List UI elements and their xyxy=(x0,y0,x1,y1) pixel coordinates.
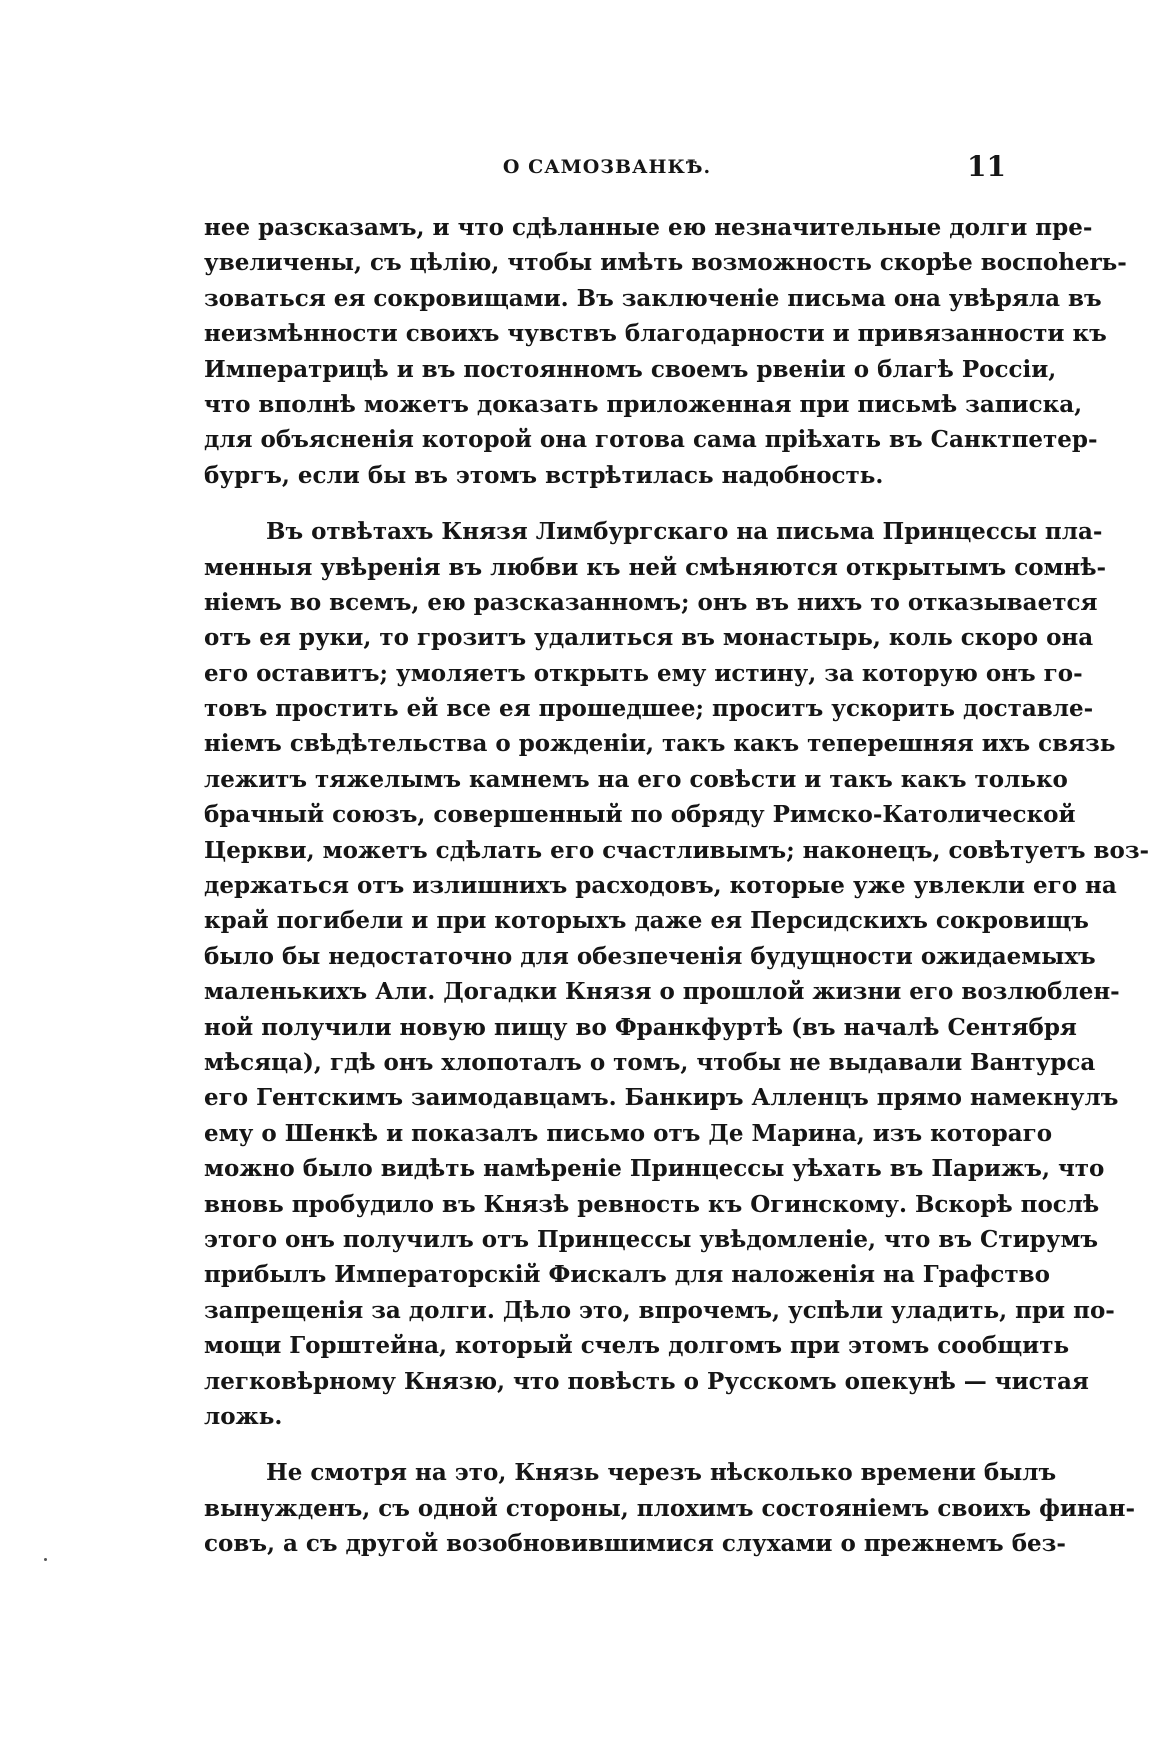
text-line: этого онъ получилъ отъ Принцессы увѣдомленіе, что въ Стирумъ xyxy=(204,1225,1099,1253)
text-line: было бы недостаточно для обезпеченія будущности ожидаемыхъ xyxy=(204,942,1096,970)
text-line: брачный союзъ, совершенный по обряду Римско-Католической xyxy=(204,801,1076,829)
text-line: товъ простить ей все ея прошедшее; проситъ ускорить доставле- xyxy=(204,695,1094,723)
text-line: Въ отвѣтахъ Князя Лимбургскаго на письма Принцессы пла- xyxy=(266,518,1103,546)
text-line: зоваться ея сокровищами. Въ заключеніе письма она увѣряла въ xyxy=(204,284,1102,312)
text-line: можно было видѣть намѣреніе Принцессы уѣхать въ Парижъ, что xyxy=(204,1155,1105,1183)
text-line: ложь. xyxy=(204,1402,283,1430)
text-line: прибылъ Императорскій Фискалъ для наложенія на Графство xyxy=(204,1261,1050,1289)
paragraph-1 xyxy=(204,210,1127,493)
scan-speck xyxy=(44,1558,47,1561)
text-line: бургъ, если бы въ этомъ встрѣтилась надобность. xyxy=(204,461,884,489)
text-line: отъ ея руки, то грозитъ удалиться въ монастырь, коль скоро она xyxy=(204,624,1094,652)
text-line: его оставитъ; умоляетъ открыть ему истину, за которую онъ го- xyxy=(204,659,1083,687)
text-line: неизмѣнности своихъ чувствъ благодарности и привязанности къ xyxy=(204,320,1107,348)
text-line: вновь пробудило въ Князѣ ревность къ Огинскому. Вскорѣ послѣ xyxy=(204,1190,1100,1218)
text-line: менныя увѣренія въ любви къ ней смѣняются открытымъ сомнѣ- xyxy=(204,553,1107,581)
text-line: Не смотря на это, Князь черезъ нѣсколько времени былъ xyxy=(266,1459,1057,1487)
text-line: ніемъ во всемъ, ею разсказанномъ; онъ въ нихъ то отказывается xyxy=(204,588,1098,616)
text-line: Императрицѣ и въ постоянномъ своемъ рвеніи о благѣ Россіи, xyxy=(204,355,1057,383)
text-line: мѣсяца), гдѣ онъ хлопоталъ о томъ, чтобы не выдавали Вантурса xyxy=(204,1048,1096,1076)
text-line: ніемъ свѣдѣтельства о рожденіи, такъ какъ теперешняя ихъ связь xyxy=(204,730,1116,758)
page-number: 11 xyxy=(967,150,1006,183)
text-line: мощи Горштейна, который счелъ долгомъ при этомъ сообщить xyxy=(204,1332,1070,1360)
paragraph-2 xyxy=(204,514,1149,1434)
text-line: запрещенія за долги. Дѣло это, впрочемъ, успѣли уладить, при по- xyxy=(204,1296,1115,1324)
text-line: увеличены, съ цѣлію, чтобы имѣть возможность скорѣе воспоherь- xyxy=(204,249,1127,277)
text-line: совъ, а съ другой возобновившимися слухами о прежнемъ без- xyxy=(204,1530,1066,1558)
text-line: что вполнѣ можетъ доказать приложенная при письмѣ записка, xyxy=(204,390,1083,418)
paragraph-3 xyxy=(204,1455,1135,1561)
text-line: нее разсказамъ, и что сдѣланные ею незначительные долги пре- xyxy=(204,214,1093,241)
text-line: маленькихъ Али. Догадки Князя о прошлой жизни его возлюблен- xyxy=(204,978,1120,1006)
text-line: держаться отъ излишнихъ расходовъ, которые уже увлекли его на xyxy=(204,872,1117,900)
text-line: вынужденъ, съ одной стороны, плохимъ состояніемъ своихъ финан- xyxy=(204,1494,1135,1522)
text-line: его Гентскимъ заимодавцамъ. Банкиръ Алленцъ прямо намекнулъ xyxy=(204,1084,1119,1112)
running-head xyxy=(204,152,1010,184)
text-line: ему о Шенкѣ и показалъ письмо отъ Де Марина, изъ котораго xyxy=(204,1119,1053,1147)
body-text xyxy=(204,210,1149,1561)
text-line: легковѣрному Князю, что повѣсть о Русскомъ опекунѣ — чистая xyxy=(204,1367,1089,1395)
text-line: ной получили новую пищу во Франкфуртѣ (въ началѣ Сентября xyxy=(204,1013,1077,1041)
text-line: для объясненія которой она готова сама пріѣхать въ Санктпетер- xyxy=(204,426,1098,454)
running-title: О САМОЗВАНКѢ. xyxy=(502,156,712,178)
text-line: лежитъ тяжелымъ камнемъ на его совѣсти и такъ какъ только xyxy=(204,765,1068,793)
text-line: Церкви, можетъ сдѣлать его счастливымъ; наконецъ, совѣтуетъ воз- xyxy=(204,836,1149,864)
text-line: край погибели и при которыхъ даже ея Персидскихъ сокровищъ xyxy=(204,907,1089,935)
